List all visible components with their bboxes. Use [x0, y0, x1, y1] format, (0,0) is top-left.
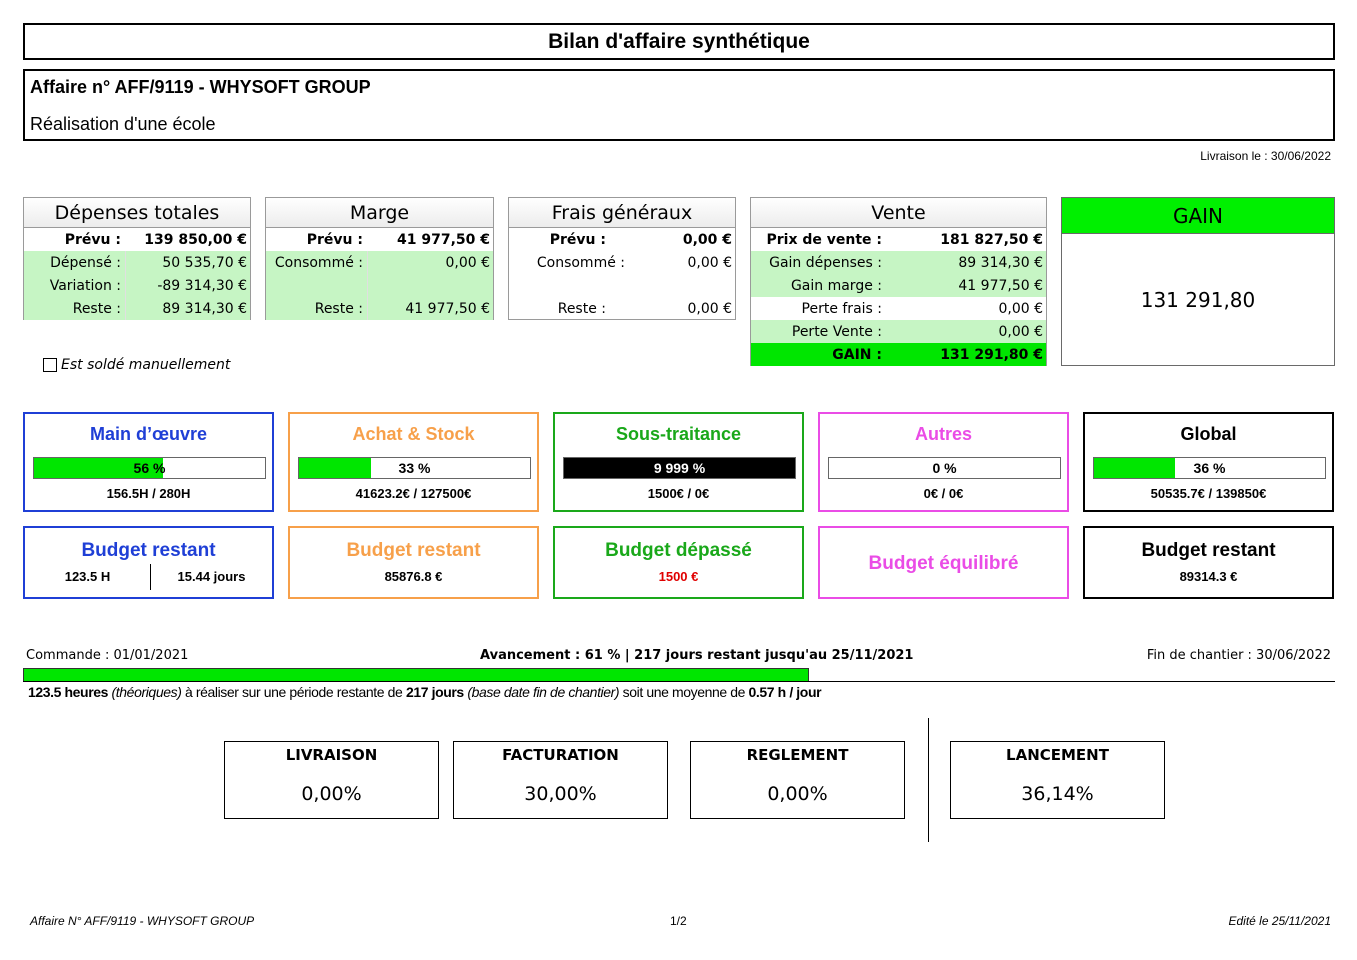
- row-value: 181 827,50 €: [940, 231, 1043, 248]
- progress-label: 9 999 %: [653, 460, 706, 476]
- kpi-value: 0,00%: [767, 783, 828, 805]
- frais-title: Frais généraux: [509, 198, 735, 228]
- row-value: 0,00 €: [367, 251, 493, 274]
- kpi-title: REGLEMENT: [746, 746, 849, 764]
- row-value: 41 977,50 €: [958, 277, 1043, 294]
- depenses-row: [24, 297, 250, 320]
- marge-row: [266, 228, 493, 251]
- row-label: Reste :: [72, 300, 121, 317]
- page-title: Bilan d'affaire synthétique: [23, 23, 1335, 60]
- affair-header: [23, 69, 1335, 141]
- card-global: [1083, 412, 1334, 512]
- card-sous-traitance: [553, 412, 804, 512]
- vente-row: [751, 228, 1046, 251]
- marge-row: [266, 274, 493, 297]
- kpi-divider: [928, 718, 929, 842]
- row-value: 139 850,00 €: [144, 231, 247, 248]
- frais-row: [509, 228, 735, 251]
- row-value: 0,00 €: [682, 231, 732, 248]
- depenses-row: [24, 274, 250, 297]
- row-label: Consommé :: [274, 254, 363, 271]
- marge-row: [266, 297, 493, 320]
- row-value: 0,00 €: [998, 323, 1043, 340]
- vente-title: Vente: [751, 198, 1046, 228]
- sentence-avg: soit une moyenne de: [619, 684, 749, 700]
- card-foot: 1500€ / 0€: [647, 486, 710, 501]
- affair-description: Réalisation d'une école: [30, 114, 216, 134]
- row-label: GAIN :: [832, 346, 882, 363]
- row-value: 50 535,70 €: [125, 251, 250, 274]
- card-title: Sous-traitance: [615, 424, 742, 444]
- progress-bar: [33, 457, 266, 479]
- budget-value: 89314.3 €: [1179, 569, 1238, 584]
- delivery-date: Livraison le : 30/06/2022: [1200, 149, 1331, 163]
- row-value: [610, 274, 735, 297]
- row-value: 0,00 €: [687, 300, 732, 317]
- kpi-lancement: [950, 741, 1165, 819]
- row-value: 0,00 €: [998, 300, 1043, 317]
- row-label: Consommé :: [536, 254, 625, 271]
- row-value: -89 314,30 €: [125, 274, 250, 297]
- progress-bar: [563, 457, 796, 479]
- kpi-livraison: [224, 741, 439, 819]
- kpi-value: 36,14%: [1021, 783, 1094, 805]
- depenses-table: [23, 197, 251, 320]
- kpi-value: 30,00%: [524, 783, 597, 805]
- row-label: Prévu :: [549, 231, 606, 248]
- frais-row: [509, 274, 735, 297]
- avancement-bar: [23, 668, 809, 682]
- progress-bar: [298, 457, 531, 479]
- row-value: [367, 274, 493, 297]
- gain-title: GAIN: [1062, 198, 1334, 234]
- row-label: Dépensé :: [50, 254, 121, 271]
- card-title: Autres: [914, 424, 972, 444]
- card-autres: [818, 412, 1069, 512]
- budget-autres: [818, 526, 1069, 599]
- budget-sous-traitance: [553, 526, 804, 599]
- vente-row: [751, 274, 1046, 297]
- row-label: Perte frais :: [801, 300, 882, 317]
- budget-hours: 123.5 H: [64, 569, 111, 584]
- frais-table: [508, 197, 736, 320]
- avancement-text: Avancement : 61 % | 217 jours restant jusqu'au 25/11/2021: [480, 648, 914, 663]
- budget-title: Budget restant: [346, 540, 481, 561]
- fin-chantier-date: Fin de chantier : 30/06/2022: [1146, 648, 1331, 663]
- row-label: Gain marge :: [790, 277, 882, 294]
- vente-row: [751, 320, 1046, 343]
- progress-label: 36 %: [1193, 460, 1226, 476]
- footer-affair: Affaire N° AFF/9119 - WHYSOFT GROUP: [30, 914, 255, 928]
- kpi-facturation: [453, 741, 668, 819]
- budget-title: Budget dépassé: [605, 540, 752, 561]
- sentence-mid: à réaliser sur une période restante de: [181, 684, 406, 700]
- budget-main-oeuvre: [23, 526, 274, 599]
- row-label: Perte Vente :: [791, 323, 882, 340]
- frais-row: [509, 297, 735, 320]
- progress-bar: [828, 457, 1061, 479]
- progress-label: 33 %: [398, 460, 431, 476]
- card-foot: 0€ / 0€: [923, 486, 964, 501]
- budget-title: Budget restant: [1141, 540, 1276, 561]
- budget-days: 15.44 jours: [177, 569, 246, 584]
- vente-table: [750, 197, 1047, 366]
- days-value: 217 jours: [405, 684, 464, 700]
- solde-checkbox-row[interactable]: [43, 357, 230, 373]
- frais-row: [509, 251, 735, 274]
- row-label: Prévu :: [306, 231, 363, 248]
- vente-row: [751, 251, 1046, 274]
- row-value: 89 314,30 €: [125, 297, 250, 320]
- card-title: Global: [1180, 424, 1237, 444]
- budget-title: Budget équilibré: [868, 553, 1019, 574]
- row-label: Prix de vente :: [766, 231, 882, 248]
- card-foot: 50535.7€ / 139850€: [1150, 486, 1267, 501]
- budget-title: Budget restant: [81, 540, 216, 561]
- divider-line: [23, 681, 1335, 682]
- hours-value: 123.5 heures: [28, 684, 109, 700]
- row-label: Gain dépenses :: [769, 254, 882, 271]
- solde-label: Est soldé manuellement: [61, 357, 231, 373]
- depenses-title: Dépenses totales: [24, 198, 250, 228]
- progress-label: 0 %: [932, 460, 957, 476]
- footer-edited: Edité le 25/11/2021: [1228, 914, 1331, 928]
- remaining-hours-sentence: [28, 684, 821, 700]
- budget-value: 85876.8 €: [384, 569, 443, 584]
- progress-label: 56 %: [133, 460, 166, 476]
- kpi-title: LIVRAISON: [285, 746, 378, 764]
- footer-page: 1/2: [670, 914, 687, 928]
- row-label: Reste :: [314, 300, 363, 317]
- affair-title: Affaire n° AFF/9119 - WHYSOFT GROUP: [30, 77, 371, 97]
- card-title: Main d’œuvre: [89, 424, 207, 444]
- base-note: (base date fin de chantier): [467, 684, 620, 700]
- depenses-row: [24, 228, 250, 251]
- marge-title: Marge: [266, 198, 493, 228]
- budget-value: 1500 €: [658, 569, 699, 584]
- gain-box: [1061, 197, 1335, 366]
- kpi-title: LANCEMENT: [1006, 746, 1109, 764]
- solde-checkbox[interactable]: [43, 358, 57, 372]
- progress-bar: [1093, 457, 1326, 479]
- budget-global: [1083, 526, 1334, 599]
- row-value: 41 977,50 €: [367, 297, 493, 320]
- row-label: Prévu :: [64, 231, 121, 248]
- gain-value: 131 291,80: [1140, 288, 1256, 312]
- card-title: Achat & Stock: [352, 424, 475, 444]
- vente-gain-row: [751, 343, 1046, 366]
- row-label: Variation :: [49, 277, 121, 294]
- row-value: 89 314,30 €: [958, 254, 1043, 271]
- rate-value: 0.57 h / jour: [748, 684, 822, 700]
- card-main-oeuvre: [23, 412, 274, 512]
- budget-achat-stock: [288, 526, 539, 599]
- card-foot: 156.5H / 280H: [106, 486, 191, 501]
- row-value: 0,00 €: [687, 254, 732, 271]
- card-achat-stock: [288, 412, 539, 512]
- kpi-title: FACTURATION: [502, 746, 619, 764]
- marge-row: [266, 251, 493, 274]
- theoretical-note: (théoriques): [111, 684, 182, 700]
- depenses-row: [24, 251, 250, 274]
- vente-row: [751, 297, 1046, 320]
- row-value: 131 291,80 €: [940, 346, 1043, 363]
- kpi-value: 0,00%: [301, 783, 362, 805]
- marge-table: [265, 197, 494, 320]
- card-foot: 41623.2€ / 127500€: [355, 486, 472, 501]
- commande-date: Commande : 01/01/2021: [26, 648, 189, 663]
- kpi-reglement: [690, 741, 905, 819]
- row-label: Reste :: [557, 300, 606, 317]
- row-value: 41 977,50 €: [397, 231, 490, 248]
